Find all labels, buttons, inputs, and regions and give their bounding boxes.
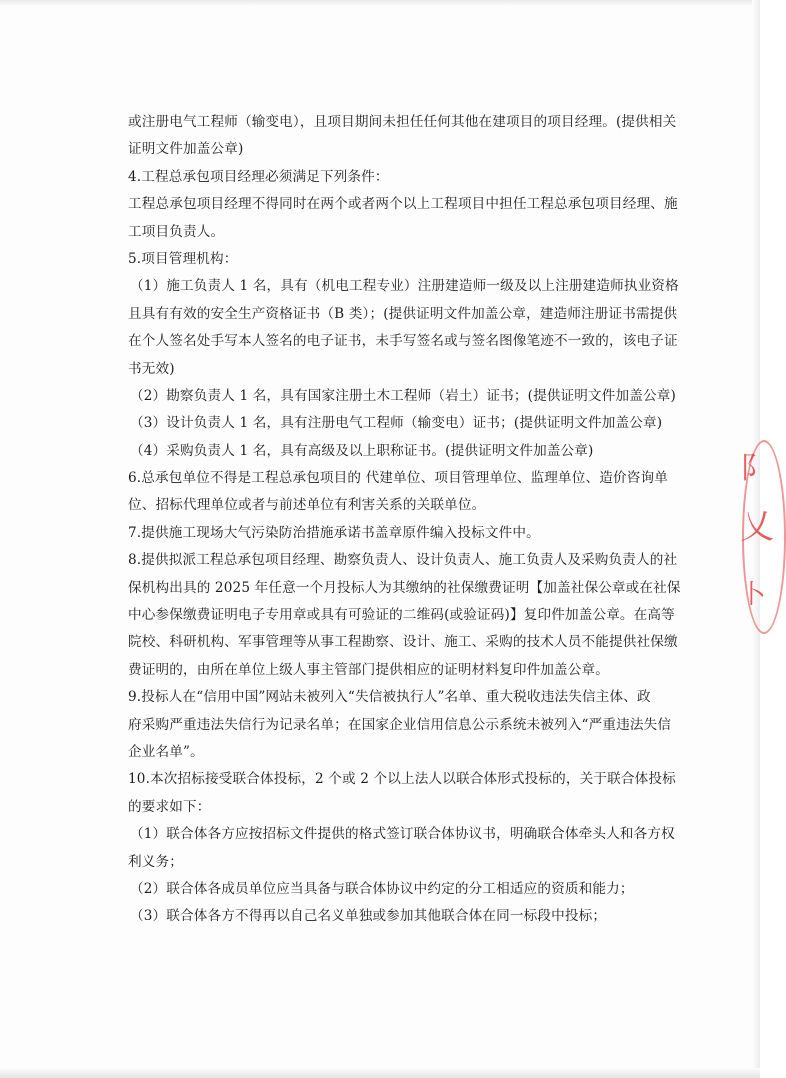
list-item-line: （3）设计负责人 1 名，具有注册电气工程师（输变电）证书；(提供证明文件加盖公章)	[130, 415, 663, 432]
text-line: 工项目负责人。	[128, 223, 225, 240]
section-heading-8: 8.提供拟派工程总承包项目经理、勘察负责人、设计负责人、施工负责人及采购负责人的社	[128, 552, 678, 569]
section-heading-9: 9.投标人在“信用中国”网站未被列入“失信被执行人”名单、重大税收违法失信主体、政	[128, 689, 651, 706]
seal-stamp-glyph: 乂	[740, 507, 774, 547]
section-heading-10: 10.本次招标接受联合体投标，2 个或 2 个以上法人以联合体形式投标的，关于联合体投标	[128, 771, 676, 788]
section-heading-5: 5.项目管理机构：	[128, 250, 238, 267]
document-body	[128, 109, 681, 931]
text-line: 证明文件加盖公章)	[128, 141, 244, 158]
seal-stamp-glyph: 卜	[740, 580, 767, 610]
list-item-line: （2）联合体各成员单位应当具备与联合体协议中约定的分工相适应的资质和能力；	[130, 880, 634, 897]
list-item-line: （2）勘察负责人 1 名，具有国家注册土木工程师（岩土）证书；(提供证明文件加盖公章)	[130, 387, 676, 404]
list-item-line: （3）联合体各方不得再以自己名义单独或参加其他联合体在同一标段中投标；	[130, 908, 607, 925]
text-line: 位、招标代理单位或者与前述单位有利害关系的关联单位。	[128, 497, 486, 514]
text-line: 保机构出具的 2025 年任意一个月投标人为其缴纳的社保缴费证明【加盖社保公章或在社保	[128, 579, 681, 596]
scan-edge-bottom	[0, 1068, 760, 1078]
text-line: 或注册电气工程师（输变电），且项目期间未担任任何其他在建项目的项目经理。(提供相关	[128, 114, 677, 130]
section-heading-6: 6.总承包单位不得是工程总承包项目的 代建单位、项目管理单位、监理单位、造价咨询单	[128, 470, 669, 487]
seal-stamp-glyph: 阝	[740, 451, 770, 486]
text-line: 工程总承包项目经理不得同时在两个或者两个以上工程项目中担任工程总承包项目经理、施	[128, 196, 678, 213]
text-line: 利义务；	[128, 853, 183, 870]
text-line: 书无效)	[128, 360, 175, 377]
section-heading-4: 4.工程总承包项目经理必须满足下列条件：	[128, 168, 389, 185]
text-line: 府采购严重违法失信行为记录名单；在国家企业信用信息公示系统未被列入“严重违法失信	[128, 716, 672, 733]
text-line: 企业名单”。	[128, 743, 204, 760]
section-heading-7: 7.提供施工现场大气污染防治措施承诺书盖章原件编入投标文件中。	[128, 524, 540, 541]
text-line: 中心参保缴费证明电子专用章或具有可验证的二维码(或验证码)】复印件加盖公章。在高等	[128, 607, 675, 624]
list-item-line: （4）采购负责人 1 名，具有高级及以上职称证书。(提供证明文件加盖公章)	[130, 442, 594, 459]
text-line: 且具有有效的安全生产资格证书（B 类）；(提供证明文件加盖公章，建造师注册证书需提供	[128, 305, 678, 322]
list-item-line: （1）联合体各方应按招标文件提供的格式签订联合体协议书，明确联合体牵头人和各方权	[130, 826, 675, 843]
list-item-line: （1）施工负责人 1 名，具有（机电工程专业）注册建造师一级及以上注册建造师执业资格	[130, 278, 679, 295]
text-line: 的要求如下：	[128, 798, 211, 815]
text-line: 在个人签名处手写本人签名的电子证书，未手写签名或与签名图像笔迹不一致的，该电子证	[128, 333, 678, 350]
text-line: 费证明的，由所在单位上级人事主管部门提供相应的证明材料复印件加盖公章。	[128, 661, 610, 678]
text-line: 院校、科研机构、军事管理等从事工程勘察、设计、施工、采购的技术人员不能提供社保缴	[128, 634, 678, 651]
scan-edge-top	[0, 0, 760, 6]
